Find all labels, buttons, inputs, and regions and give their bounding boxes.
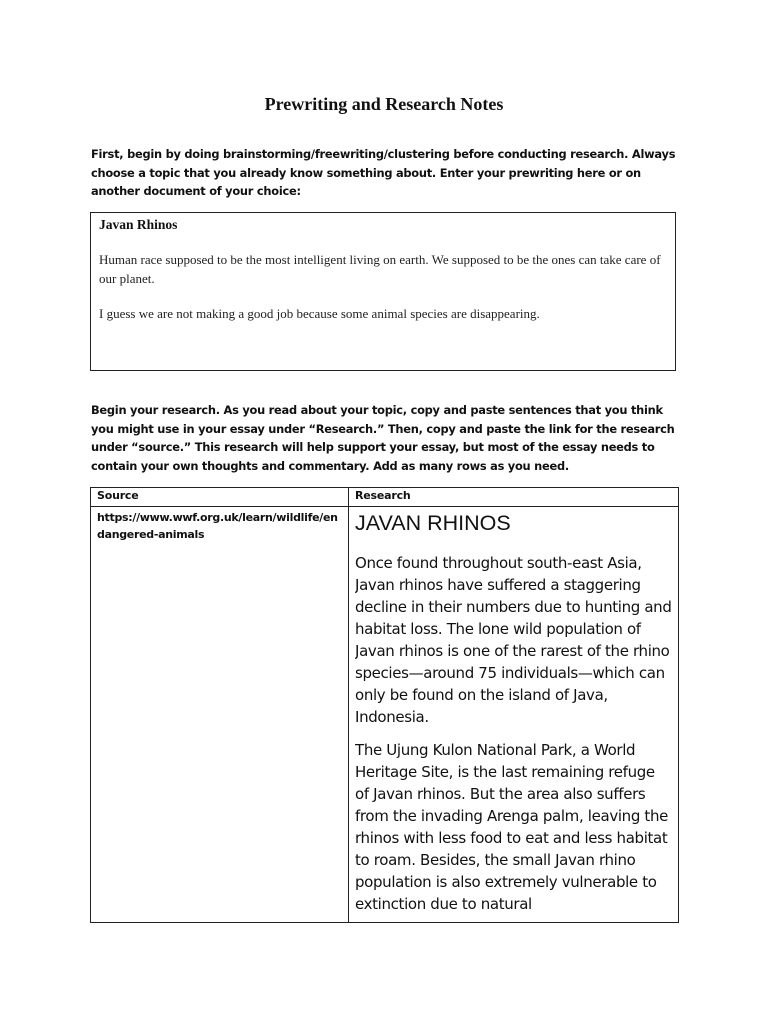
research-paragraph: Once found throughout south-east Asia, Javan rhinos have suffered a staggering decline in their numbers due to hunting and habitat loss. The lone wild population of Javan rhinos is one of the rarest of the rhino species—around 75 individuals—which can only be found on the island of Java, Indonesia. xyxy=(355,554,672,726)
table-header-row xyxy=(91,488,679,507)
source-cell[interactable]: https://www.wwf.org.uk/learn/wildlife/endangered-animals xyxy=(91,507,349,923)
research-heading: JAVAN RHINOS xyxy=(355,511,511,535)
prewriting-paragraph: I guess we are not making a good job because some animal species are disappearing. xyxy=(99,306,540,321)
page-title: Prewriting and Research Notes xyxy=(264,94,504,114)
prewriting-heading: Javan Rhinos xyxy=(99,217,178,232)
prewriting-paragraph: Human race supposed to be the most intelligent living on earth. We supposed to be the ones can take care of our planet. xyxy=(99,252,661,286)
research-cell[interactable] xyxy=(349,507,679,923)
research-column-header: Research xyxy=(349,488,679,507)
intro-paragraph: First, begin by doing brainstorming/freewriting/clustering before conducting research. Always choose a topic that you already know something about. Enter your prewriting here or on another document of your choice: xyxy=(91,147,676,198)
table-row xyxy=(91,507,679,923)
research-paragraph: The Ujung Kulon National Park, a World Heritage Site, is the last remaining refuge of Javan rhinos. But the area also suffers from the invading Arenga palm, leaving the rhinos with less food to eat and less habitat to roam. Besides, the small Javan rhino population is also extremely vulnerable to extinction due to natural xyxy=(355,741,668,913)
research-table xyxy=(90,487,679,923)
instructions-paragraph: Begin your research. As you read about your topic, copy and paste sentences that you think you might use in your essay under “Research.” Then, copy and paste the link for the research under “source.” This research will help support your essay, but most of the essay needs to contain your own thoughts and commentary. Add as many rows as you need. xyxy=(91,403,675,473)
source-column-header: Source xyxy=(91,488,349,507)
prewriting-box[interactable] xyxy=(90,212,676,371)
